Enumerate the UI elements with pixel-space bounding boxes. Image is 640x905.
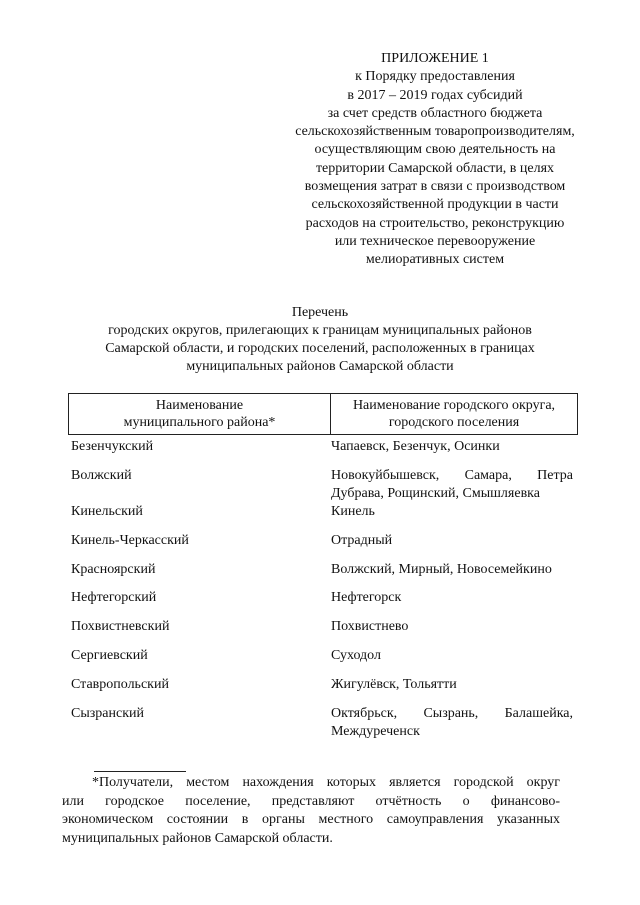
list-title-line: Самарской области, и городских поселений, расположенных в границах bbox=[105, 341, 535, 356]
settlement-cell: Волжский, Мирный, Новосемейкино bbox=[331, 562, 552, 577]
appendix-line: мелиоративных систем bbox=[365, 252, 505, 268]
district-cell: Кинельский bbox=[71, 504, 143, 519]
column-header-district: Наименование муниципального района* bbox=[69, 394, 331, 434]
appendix-line: в 2017 – 2019 годах субсидий bbox=[347, 87, 523, 103]
settlement-cell: Отрадный bbox=[331, 533, 393, 548]
footnote-separator bbox=[94, 771, 186, 772]
appendix-title: ПРИЛОЖЕНИЕ 1 bbox=[381, 51, 489, 66]
list-heading: Перечень bbox=[291, 305, 349, 320]
settlement-cell: Суходол bbox=[331, 648, 381, 663]
settlement-cell: Новокуйбышевск, Самара, Петра Дубрава, Рощинский, Смышляевка bbox=[331, 468, 573, 501]
settlement-cell: Нефтегорск bbox=[331, 590, 402, 605]
footnote-line: или городское поселение, представляют отчётность о финансово- bbox=[62, 793, 560, 809]
district-cell: Кинель-Черкасский bbox=[71, 533, 189, 548]
district-cell: Красноярский bbox=[71, 562, 156, 577]
list-title-line: муниципальных районов Самарской области bbox=[186, 359, 454, 374]
appendix-line: возмещения затрат в связи с производством bbox=[304, 179, 566, 195]
appendix-line: территории Самарской области, в целях bbox=[315, 160, 555, 176]
footnote-line: муниципальных районов Самарской области. bbox=[62, 830, 333, 846]
district-cell: Волжский bbox=[71, 468, 132, 483]
appendix-line: осуществляющим свою деятельность на bbox=[314, 142, 556, 158]
settlement-cell: Кинель bbox=[331, 504, 375, 519]
district-cell: Ставропольский bbox=[71, 677, 169, 692]
appendix-line: сельскохозяйственным товаропроизводителям, bbox=[295, 124, 575, 140]
column-header-settlement: Наименование городского округа, городского поселения bbox=[352, 398, 556, 430]
appendix-line: к Порядку предоставления bbox=[355, 69, 515, 85]
settlement-cell: Чапаевск, Безенчук, Осинки bbox=[331, 439, 500, 454]
footnote bbox=[62, 774, 560, 848]
district-cell: Сызранский bbox=[71, 706, 144, 721]
settlement-cell: Октябрьск, Сызрань, Балашейка, Междуреченск bbox=[331, 706, 573, 739]
appendix-line: сельскохозяйственной продукции в части bbox=[311, 197, 559, 213]
appendix-line: или техническое перевооружение bbox=[334, 233, 536, 249]
district-cell: Безенчукский bbox=[71, 439, 154, 454]
list-title-line: городских округов, прилегающих к границам муниципальных районов bbox=[108, 323, 532, 338]
appendix-line: за счет средств областного бюджета bbox=[327, 105, 543, 121]
footnote-line: *Получатели, местом нахождения которых является городской округ bbox=[92, 775, 560, 790]
district-cell: Сергиевский bbox=[71, 648, 148, 663]
footnote-line: экономическом состоянии в органы местного самоуправления указанных bbox=[62, 812, 560, 827]
appendix-line: расходов на строительство, реконструкцию bbox=[305, 215, 565, 231]
settlement-cell: Похвистнево bbox=[331, 619, 409, 634]
district-cell: Нефтегорский bbox=[71, 590, 157, 605]
table-header bbox=[68, 393, 578, 435]
settlement-cell: Жигулёвск, Тольятти bbox=[331, 677, 457, 692]
list-title bbox=[40, 304, 600, 376]
appendix-header bbox=[280, 50, 590, 270]
district-cell: Похвистневский bbox=[71, 619, 170, 634]
